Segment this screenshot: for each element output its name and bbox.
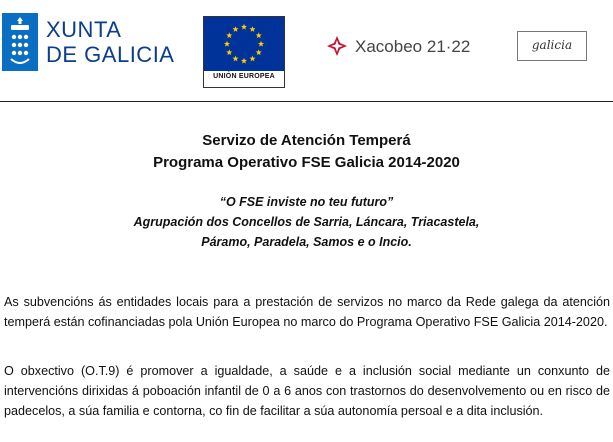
galicia-text: galicia [531,38,573,52]
paragraph-2: O obxectivo (O.T.9) é promover a igualdade, a saúde e a inclusión social mediante un conxunto de intervencións dirixidas á poboación infantil de 0 a 6 anos con trastornos do desenvolvemento ou en risco de padecelos, a súa familia e contorna, co fin de facilitar a súa autonomía persoal e a dita inclusión. [4,364,610,418]
xunta-line2: DE GALICIA [46,42,175,67]
document-title [0,130,613,174]
header-divider [0,101,613,102]
xunta-line1: XUNTA [46,17,122,42]
xunta-de-galicia-logo [2,13,175,71]
quote-line2: Agrupación dos Concellos de Sarria, Láncara, Triacastela, [133,215,480,229]
xacobeo-name: Xacobeo [355,37,423,56]
title-line1: Servizo de Atención Temperá [202,132,411,149]
eu-flag-icon [204,17,284,71]
paragraph-1: As subvencións ás entidades locais para a prestación de servizos no marco da Rede galega da atención temperá están cofinanciadas pola Unión Europea no marco do Programa Operativo FSE Galicia 2014-2020. [4,295,610,329]
quote-line3: Páramo, Paradela, Samos e o Incio. [201,235,412,249]
galicia-logo [517,31,587,61]
quote-block [0,192,613,252]
eu-label: UNIÓN EUROPEA [213,73,275,80]
title-line2: Programa Operativo FSE Galicia 2014-2020 [153,154,460,171]
xacobeo-logo [325,34,485,60]
header-logos [0,0,613,100]
xacobeo-year: 21·22 [426,37,471,56]
eu-logo [203,16,285,88]
quote-line1: “O FSE inviste no teu futuro” [219,195,394,209]
xunta-emblem-icon [2,13,38,71]
xacobeo-mark-icon [325,34,349,58]
